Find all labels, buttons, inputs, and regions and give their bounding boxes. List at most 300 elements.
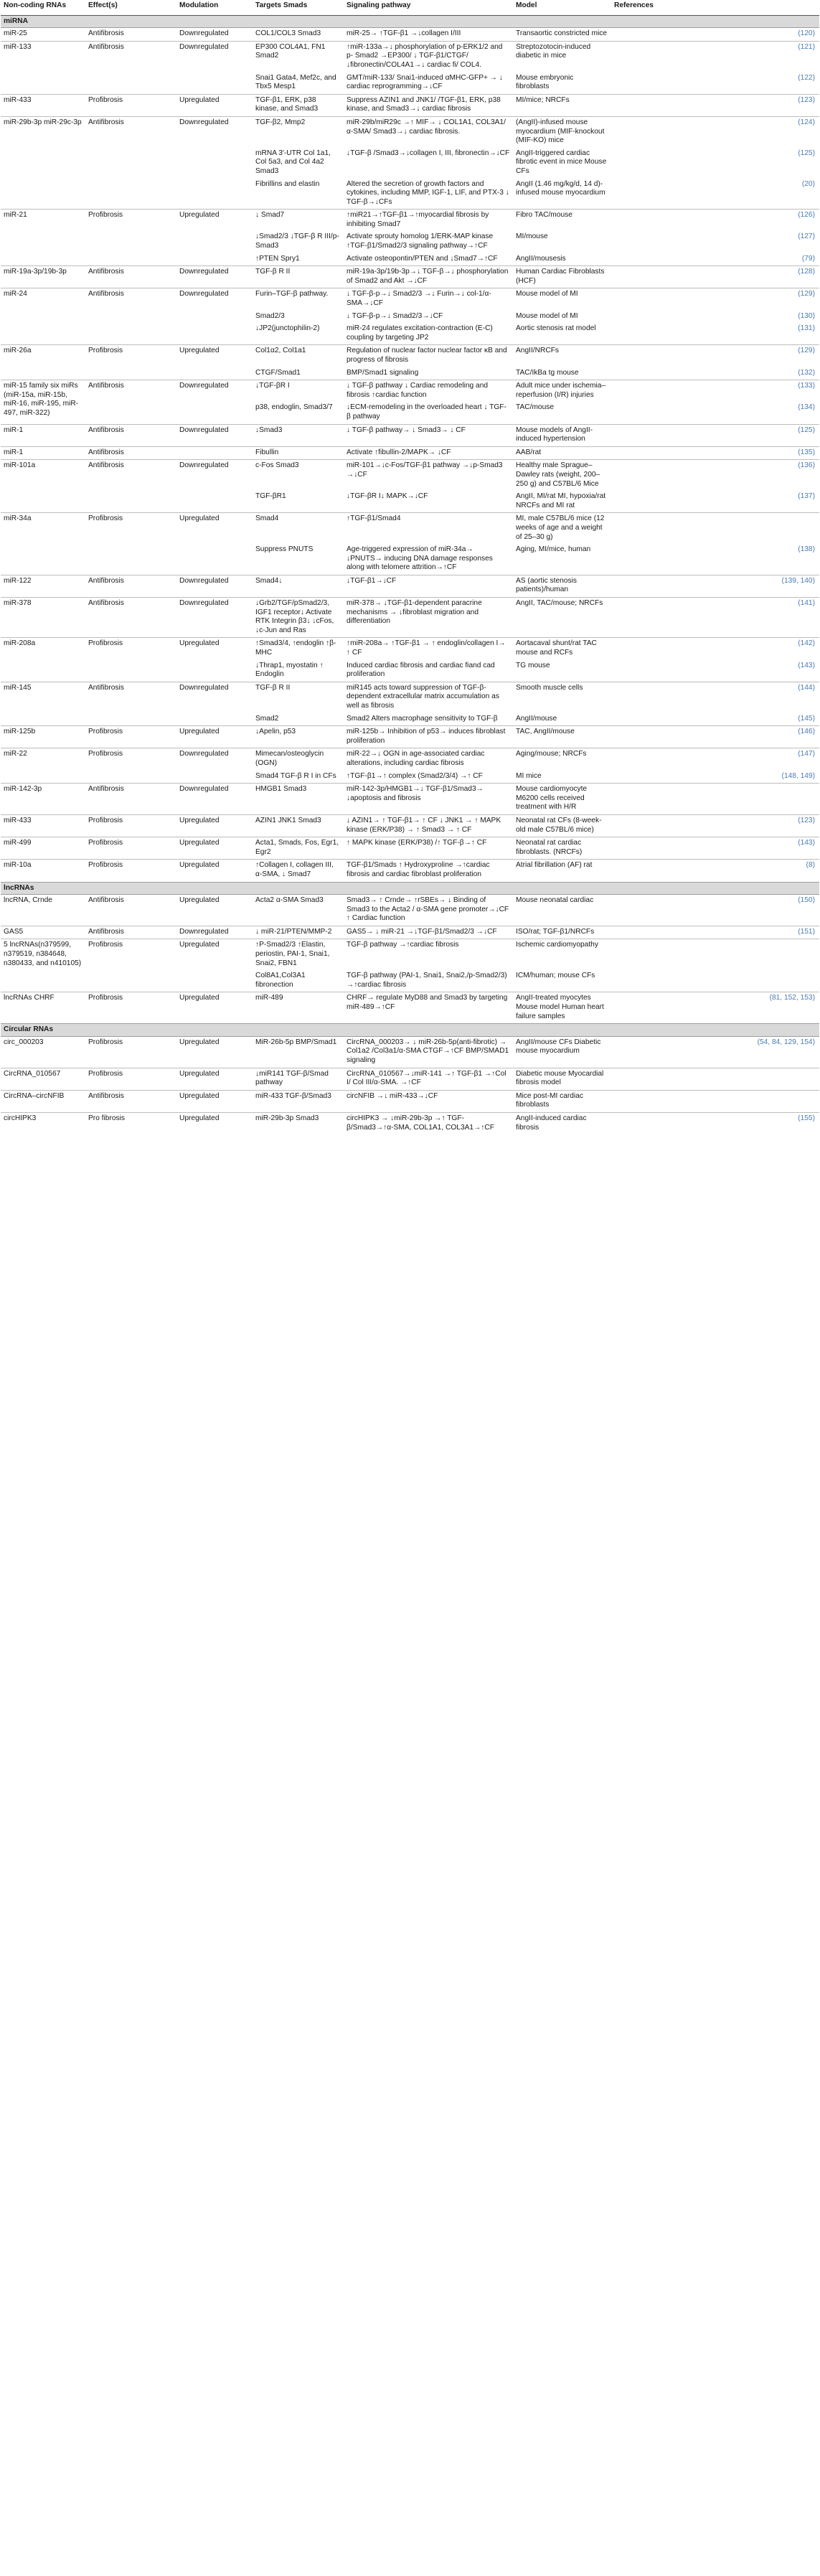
pathway-cell: ↑TGF-β1→↑ complex (Smad2/3/4) →↑ CF bbox=[347, 771, 483, 780]
references-cell: (135) bbox=[611, 446, 819, 460]
effect-cell: Profibrosis bbox=[85, 1036, 176, 1068]
references-cell: (129) bbox=[611, 288, 819, 311]
targets-cell: ↑Collagen I, collagen III, α-SMA, ↓ Smad7 bbox=[253, 860, 344, 882]
ncrna-table bbox=[1, 0, 819, 1134]
modulation-cell: Upregulated bbox=[176, 345, 253, 380]
table-row bbox=[1, 210, 819, 232]
modulation-cell: Upregulated bbox=[176, 837, 253, 860]
model-cell: TG mouse bbox=[516, 661, 550, 669]
model-cell: Aortic stenosis rat model bbox=[516, 324, 596, 333]
ncrna-cell: miR-133 bbox=[1, 41, 85, 94]
ncrna-cell: CircRNA_010567 bbox=[1, 1068, 85, 1090]
effect-cell: Antifibrosis bbox=[85, 28, 176, 42]
pathway-cell: ↓TGF-βR I↓ MAPK→↓CF bbox=[347, 492, 428, 501]
model-cell: AngII-triggered cardiac fibrotic event in mice Mouse CFs bbox=[516, 149, 607, 175]
modulation-cell: Downregulated bbox=[176, 41, 253, 94]
modulation-cell: Upregulated bbox=[176, 814, 253, 837]
model-cell: Neonatal rat CFs (8-week-old male C57BL/6 mice) bbox=[513, 814, 611, 837]
references-cell: (123) bbox=[611, 94, 819, 116]
pathway-cell: circNFIB →↓ miR-433→↓CF bbox=[344, 1090, 513, 1112]
ncrna-cell: 5 lncRNAs(n379599, n379519, n384648, n380433, and n410105) bbox=[1, 939, 85, 992]
table-row bbox=[1, 94, 819, 116]
effect-cell: Antifibrosis bbox=[85, 682, 176, 725]
ncrna-cell: miR-145 bbox=[1, 682, 85, 725]
modulation-cell: Upregulated bbox=[176, 992, 253, 1024]
references-cell: (137) bbox=[798, 492, 815, 501]
pathway-cell: ↑miR-208a→ ↑TGF-β1 → ↑ endoglin/collagen I→ ↑ CF bbox=[344, 638, 513, 660]
pathway-cell: ↑TGF-β1/Smad4 bbox=[344, 513, 513, 544]
pathway-cell: miR-142-3p/HMGB1→↓ TGF-β1/Smad3→ ↓apoptosis and fibrosis bbox=[344, 784, 513, 815]
model-cell: Diabetic mouse Myocardial fibrosis model bbox=[513, 1068, 611, 1090]
effect-cell: Antifibrosis bbox=[85, 460, 176, 513]
modulation-cell: Upregulated bbox=[176, 1036, 253, 1068]
model-cell: AngII (1.46 mg/kg/d, 14 d)-infused mouse myocardium bbox=[516, 179, 605, 197]
table-row bbox=[1, 682, 819, 713]
targets-cell: ↓ miR-21/PTEN/MMP-2 bbox=[253, 926, 344, 939]
targets-cell: ↓JP2(junctophilin-2) bbox=[255, 324, 320, 333]
effect-cell: Profibrosis bbox=[85, 726, 176, 748]
model-cell: MI/mice; NRCFs bbox=[513, 94, 611, 116]
effect-cell: Profibrosis bbox=[85, 345, 176, 380]
effect-cell: Profibrosis bbox=[85, 94, 176, 116]
references-cell: (81, 152, 153) bbox=[611, 992, 819, 1024]
effect-cell: Profibrosis bbox=[85, 992, 176, 1024]
targets-cell: Smad2/3 bbox=[255, 311, 285, 320]
effect-cell: Antifibrosis bbox=[85, 41, 176, 94]
pathway-cell: miR-125b→ Inhibition of p53→ induces fibroblast proliferation bbox=[344, 726, 513, 748]
ncrna-cell: circ_000203 bbox=[1, 1036, 85, 1068]
table-row bbox=[1, 1090, 819, 1112]
ncrna-cell: GAS5 bbox=[1, 926, 85, 939]
table-row bbox=[1, 41, 819, 72]
targets-cell: ↑PTEN Spry1 bbox=[255, 254, 300, 263]
table-row bbox=[1, 748, 819, 771]
pathway-cell: Activate osteopontin/PTEN and ↓Smad7→↑CF bbox=[347, 254, 498, 263]
ncrna-cell: miR-1 bbox=[1, 446, 85, 460]
section-header-row bbox=[1, 1024, 819, 1037]
modulation-cell: Upregulated bbox=[176, 939, 253, 992]
effect-cell: Antifibrosis bbox=[85, 598, 176, 638]
section-header-row bbox=[1, 882, 819, 895]
references-cell: (125) bbox=[798, 149, 815, 157]
references-cell: (139, 140) bbox=[611, 575, 819, 597]
modulation-cell: Upregulated bbox=[176, 513, 253, 575]
pathway-cell: miR-29b/miR29c →↑ MIF→ ↓ COL1A1, COL3A1/α-SMA/ Smad3→↓ cardiac fibrosis. bbox=[344, 116, 513, 147]
references-cell: (147) bbox=[611, 748, 819, 771]
references-cell: (151) bbox=[611, 926, 819, 939]
references-cell bbox=[611, 1090, 819, 1112]
model-cell: MI/mouse bbox=[516, 232, 548, 241]
pathway-cell: CircRNA_000203→ ↓ miR-26b-5p(anti-fibrotic) → Col1a2 /Col3a1/α-SMA CTGF→↑CF BMP/SMAD1 signaling bbox=[344, 1036, 513, 1068]
pathway-cell: ↓ AZIN1→ ↑ TGF-β1→ ↑ CF ↓ JNK1 → ↑ MAPK kinase (ERK/P38) → ↑ Smad3 → ↑ CF bbox=[344, 814, 513, 837]
references-cell: (121) bbox=[611, 41, 819, 72]
ncrna-cell: miR-208a bbox=[1, 638, 85, 682]
table-row bbox=[1, 380, 819, 403]
ncrna-cell: miR-125b bbox=[1, 726, 85, 748]
targets-cell: Mimecan/osteoglycin (OGN) bbox=[253, 748, 344, 771]
model-cell: AngII/mouse bbox=[516, 714, 557, 723]
table-row bbox=[1, 266, 819, 288]
effect-cell: Profibrosis bbox=[85, 1068, 176, 1090]
ncrna-cell: miR-101a bbox=[1, 460, 85, 513]
references-cell: (155) bbox=[611, 1112, 819, 1134]
pathway-cell: Smad2 Alters macrophage sensitivity to TGF-β bbox=[347, 714, 498, 723]
modulation-cell: Downregulated bbox=[176, 266, 253, 288]
modulation-cell: Downregulated bbox=[176, 682, 253, 725]
ncrna-cell: miR-122 bbox=[1, 575, 85, 597]
references-cell: (134) bbox=[798, 403, 815, 412]
targets-cell: c-Fos Smad3 bbox=[253, 460, 344, 491]
model-cell: AngII, MI/rat MI, hypoxia/rat NRCFs and MI rat bbox=[516, 492, 606, 509]
ncrna-cell: miR-24 bbox=[1, 288, 85, 345]
ncrna-cell: miR-19a-3p/19b-3p bbox=[1, 266, 85, 288]
targets-cell: TGF-β R II bbox=[253, 682, 344, 713]
model-cell: AAB/rat bbox=[513, 446, 611, 460]
targets-cell: ↓Smad3 bbox=[253, 424, 344, 446]
table-row bbox=[1, 895, 819, 926]
pathway-cell: miR145 acts toward suppression of TGF-β-dependent extracellular matrix accumulation as well as fibrosis bbox=[344, 682, 513, 713]
ncrna-cell: lncRNAs CHRF bbox=[1, 992, 85, 1024]
references-cell bbox=[611, 513, 819, 544]
modulation-cell: Upregulated bbox=[176, 1068, 253, 1090]
modulation-cell: Upregulated bbox=[176, 1090, 253, 1112]
effect-cell: Profibrosis bbox=[85, 513, 176, 575]
effect-cell: Antifibrosis bbox=[85, 784, 176, 815]
model-cell: Mouse cardiomyocyte M6200 cells received treatment with H/R bbox=[513, 784, 611, 815]
table-row bbox=[1, 345, 819, 367]
ncrna-cell: lncRNA, Crnde bbox=[1, 895, 85, 926]
references-cell: (148, 149) bbox=[781, 771, 815, 780]
references-cell bbox=[611, 939, 819, 970]
effect-cell: Antifibrosis bbox=[85, 895, 176, 926]
table-row bbox=[1, 638, 819, 660]
effect-cell: Profibrosis bbox=[85, 939, 176, 992]
pathway-cell: Activate sprouty homolog 1/ERK-MAP kinase ↑TGF-β1/Smad2/3 signaling pathway→↑CF bbox=[347, 232, 494, 250]
modulation-cell: Upregulated bbox=[176, 638, 253, 682]
effect-cell: Antifibrosis bbox=[85, 575, 176, 597]
pathway-cell: Smad3→ ↑ Crnde→ ↑rSBEs→ ↓ Binding of Smad3 to the Acta2 / α-SMA gene promoter→↓CF ↑ Cardiac function bbox=[344, 895, 513, 926]
references-cell: (142) bbox=[611, 638, 819, 660]
ncrna-cell: circHIPK3 bbox=[1, 1112, 85, 1134]
header-row bbox=[1, 0, 819, 15]
effect-cell: Pro fibrosis bbox=[85, 1112, 176, 1134]
modulation-cell: Upregulated bbox=[176, 1112, 253, 1134]
table-row bbox=[1, 446, 819, 460]
pathway-cell: Regulation of nuclear factor nuclear factor κB and progress of fibrosis bbox=[344, 345, 513, 367]
model-cell: Aortacaval shunt/rat TAC mouse and RCFs bbox=[513, 638, 611, 660]
model-cell: TAC/IkBa tg mouse bbox=[516, 368, 579, 377]
table-row bbox=[1, 992, 819, 1024]
targets-cell: ↓Smad2/3 ↓TGF-β R III/p-Smad3 bbox=[255, 232, 339, 250]
modulation-cell: Downregulated bbox=[176, 424, 253, 446]
targets-cell: Fibullin bbox=[253, 446, 344, 460]
section-header-row bbox=[1, 15, 819, 28]
ncrna-cell: miR-499 bbox=[1, 837, 85, 860]
targets-cell: TGF-β2, Mmp2 bbox=[253, 116, 344, 147]
effect-cell: Profibrosis bbox=[85, 748, 176, 784]
references-cell: (131) bbox=[798, 324, 815, 333]
targets-cell: EP300 COL4A1, FN1 Smad2 bbox=[253, 41, 344, 72]
references-cell: (146) bbox=[611, 726, 819, 748]
model-cell: Ischemic cardiomyopathy bbox=[513, 939, 611, 970]
targets-cell: ↓TGF-βR I bbox=[253, 380, 344, 403]
references-cell bbox=[611, 970, 819, 992]
modulation-cell: Downregulated bbox=[176, 575, 253, 597]
references-cell bbox=[611, 784, 819, 815]
targets-cell: TGF-β1, ERK, p38 kinase, and Smad3 bbox=[253, 94, 344, 116]
ncrna-cell: miR-378 bbox=[1, 598, 85, 638]
effect-cell: Antifibrosis bbox=[85, 424, 176, 446]
table-row bbox=[1, 726, 819, 748]
model-cell: Human Cardiac Fibroblasts (HCF) bbox=[513, 266, 611, 288]
table-row bbox=[1, 513, 819, 544]
modulation-cell bbox=[176, 446, 253, 460]
header-modulation: Modulation bbox=[176, 0, 253, 15]
references-cell: (126) bbox=[611, 210, 819, 232]
ncrna-cell: miR-142-3p bbox=[1, 784, 85, 815]
effect-cell: Profibrosis bbox=[85, 837, 176, 860]
pathway-cell: Activate ↑fibullin-2/MAPK→ ↓CF bbox=[344, 446, 513, 460]
targets-cell: Smad4 TGF-β R I in CFs bbox=[255, 771, 336, 780]
pathway-cell: ↓ TGF-β pathway→ ↓ Smad3→ ↓ CF bbox=[344, 424, 513, 446]
ncrna-cell: miR-22 bbox=[1, 748, 85, 784]
ncrna-cell: miR-26a bbox=[1, 345, 85, 380]
effect-cell: Antifibrosis bbox=[85, 266, 176, 288]
pathway-cell: TGF-β pathway (PAI-1, Snai1, Snai2,/p-Smad2/3) →↑cardiac fibrosis bbox=[347, 972, 507, 989]
references-cell: (132) bbox=[798, 368, 815, 377]
pathway-cell: CHRF→ regulate MyD88 and Smad3 by targeting miR-489→↑CF bbox=[344, 992, 513, 1024]
model-cell: Adult mice under ischemia–reperfusion (I/R) injuries bbox=[513, 380, 611, 403]
ncrna-cell: CircRNA–circNFIB bbox=[1, 1090, 85, 1112]
targets-cell: Fibrillins and elastin bbox=[255, 179, 320, 188]
references-cell: (122) bbox=[798, 73, 815, 82]
pathway-cell: miR-19a-3p/19b-3p→↓ TGF-β→↓ phosphorylation of Smad2 and Akt →↓CF bbox=[344, 266, 513, 288]
effect-cell: Antifibrosis bbox=[85, 926, 176, 939]
section-title: Circular RNAs bbox=[1, 1024, 819, 1037]
targets-cell: Col1α2, Col1a1 bbox=[253, 345, 344, 367]
model-cell: Neonatal rat cardiac fibroblasts. (NRCFs) bbox=[513, 837, 611, 860]
modulation-cell: Upregulated bbox=[176, 210, 253, 266]
model-cell: AngII/NRCFs bbox=[513, 345, 611, 367]
model-cell: Mouse embryonic fibroblasts bbox=[516, 73, 574, 91]
model-cell: Mouse model of MI bbox=[516, 311, 578, 320]
targets-cell: ↓miR141 TGF-β/Smad pathway bbox=[253, 1068, 344, 1090]
targets-cell: MiR-26b-5p BMP/Smad1 bbox=[253, 1036, 344, 1068]
ncrna-cell: miR-1 bbox=[1, 424, 85, 446]
model-cell: Healthy male Sprague–Dawley rats (weight, 200–250 g) and C57BL/6 Mice bbox=[513, 460, 611, 491]
header-targets: Targets Smads bbox=[253, 0, 344, 15]
references-cell: (145) bbox=[798, 714, 815, 723]
targets-cell: TGF-β R II bbox=[253, 266, 344, 288]
ncrna-cell: miR-15 family six miRs (miR-15a, miR-15b, miR-16, miR-195, miR-497, miR-322) bbox=[1, 380, 85, 424]
modulation-cell: Downregulated bbox=[176, 380, 253, 424]
targets-cell: ↓Apelin, p53 bbox=[253, 726, 344, 748]
references-cell: (129) bbox=[611, 345, 819, 367]
targets-cell: ↑P-Smad2/3 ↑Elastin, periostin, PAI-1, Snai1, Snai2, FBN1 bbox=[253, 939, 344, 970]
references-cell: (136) bbox=[611, 460, 819, 491]
ncrna-cell: miR-433 bbox=[1, 814, 85, 837]
model-cell: Transaortic constricted mice bbox=[513, 28, 611, 42]
references-cell: (20) bbox=[801, 179, 815, 188]
targets-cell: Furin–TGF-β pathway. bbox=[253, 288, 344, 311]
references-cell: (125) bbox=[611, 424, 819, 446]
table-row bbox=[1, 939, 819, 970]
pathway-cell: ↑miR-133a→↓ phosphorylation of p-ERK1/2 and p- Smad2 →EP300/ ↓ TGF-β1/CTGF/↓fibronectin/COL4A1→↓ cardiac fi/ COL4. bbox=[344, 41, 513, 72]
references-cell bbox=[611, 1068, 819, 1090]
table-row bbox=[1, 460, 819, 491]
model-cell: TAC/mouse bbox=[516, 403, 555, 412]
model-cell: Aging/mouse; NRCFs bbox=[513, 748, 611, 771]
model-cell: (AngII)-infused mouse myocardium (MIF-knockout (MIF-KO) mice bbox=[513, 116, 611, 147]
references-cell: (8) bbox=[611, 860, 819, 882]
effect-cell: Profibrosis bbox=[85, 814, 176, 837]
model-cell: Smooth muscle cells bbox=[513, 682, 611, 713]
references-cell: (133) bbox=[611, 380, 819, 403]
references-cell: (128) bbox=[611, 266, 819, 288]
targets-cell: Smad2 bbox=[255, 714, 279, 723]
effect-cell: Profibrosis bbox=[85, 860, 176, 882]
targets-cell: miR-29b-3p Smad3 bbox=[253, 1112, 344, 1134]
targets-cell: Smad4↓ bbox=[253, 575, 344, 597]
targets-cell: AZIN1 JNK1 Smad3 bbox=[253, 814, 344, 837]
model-cell: Atrial fibrillation (AF) rat bbox=[513, 860, 611, 882]
pathway-cell: TGF-β pathway →↑cardiac fibrosis bbox=[344, 939, 513, 970]
references-cell: (124) bbox=[611, 116, 819, 147]
targets-cell: ↓Thrap1, myostatin ↑ Endoglin bbox=[255, 661, 324, 679]
model-cell: AngII, TAC/mouse; NRCFs bbox=[513, 598, 611, 638]
modulation-cell: Downregulated bbox=[176, 926, 253, 939]
pathway-cell: CircRNA_010567→↓miR-141 →↑ TGF-β1 →↑Col I/ Col III/α-SMA. →↑CF bbox=[344, 1068, 513, 1090]
pathway-cell: ↓ECM-remodeling in the overloaded heart ↓ TGF-β pathway bbox=[347, 403, 506, 420]
effect-cell: Antifibrosis bbox=[85, 380, 176, 424]
targets-cell: miR-433 TGF-β/Smad3 bbox=[253, 1090, 344, 1112]
table-row bbox=[1, 926, 819, 939]
references-cell: (127) bbox=[798, 232, 815, 241]
table-row bbox=[1, 288, 819, 311]
targets-cell: Smad4 bbox=[253, 513, 344, 544]
model-cell: AngII/mousesis bbox=[516, 254, 566, 263]
effect-cell: Antifibrosis bbox=[85, 1090, 176, 1112]
pathway-cell: ↓TGF-β /Smad3→↓collagen I, III, fibronectin→↓CF bbox=[347, 149, 510, 157]
model-cell: AS (aortic stenosis patients)/human bbox=[513, 575, 611, 597]
pathway-cell: ↓ TGF-β-p→↓ Smad2/3 →↓ Furin→↓ col-1/α-SMA→↓CF bbox=[344, 288, 513, 311]
ncrna-cell: miR-433 bbox=[1, 94, 85, 116]
table-row bbox=[1, 860, 819, 882]
model-cell: Mouse neonatal cardiac bbox=[513, 895, 611, 926]
targets-cell: ↑Smad3/4, ↑endoglin ↑β-MHC bbox=[253, 638, 344, 660]
pathway-cell: miR-22→↓ OGN in age-associated cardiac alterations, including cardiac fibrosis bbox=[344, 748, 513, 771]
model-cell: MI, male C57BL/6 mice (12 weeks of age and a weight of 25–30 g) bbox=[513, 513, 611, 544]
pathway-cell: Suppress AZIN1 and JNK1/ /TGF-β1, ERK, p38 kinase, and Smad3→↓ cardiac fibrosis bbox=[344, 94, 513, 116]
references-cell: (138) bbox=[798, 545, 815, 554]
table-row bbox=[1, 424, 819, 446]
pathway-cell: Age-triggered expression of miR-34a→ ↓PNUTS→ inducing DNA damage responses along with telomere attrition→↑CF bbox=[347, 545, 493, 572]
targets-cell: mRNA 3′-UTR Col 1a1, Col 5a3, and Col 4a2 Smad3 bbox=[255, 149, 331, 175]
table-row bbox=[1, 1112, 819, 1134]
table-row bbox=[1, 784, 819, 815]
model-cell: ICM/human; mouse CFs bbox=[516, 972, 595, 980]
modulation-cell: Upregulated bbox=[176, 726, 253, 748]
model-cell: AngII-treated myocytes Mouse model Human heart failure samples bbox=[513, 992, 611, 1024]
pathway-cell: ↑ MAPK kinase (ERK/P38) /↑ TGF-β→↑ CF bbox=[344, 837, 513, 860]
targets-cell: Suppress PNUTS bbox=[255, 545, 314, 554]
modulation-cell: Downregulated bbox=[176, 598, 253, 638]
pathway-cell: miR-101→↓c-Fos/TGF-β1 pathway →↓p-Smad3 →↓CF bbox=[344, 460, 513, 491]
effect-cell: Antifibrosis bbox=[85, 288, 176, 345]
model-cell: Mice post-MI cardiac fibroblasts bbox=[513, 1090, 611, 1112]
references-cell: (141) bbox=[611, 598, 819, 638]
references-cell: (130) bbox=[798, 311, 815, 320]
references-cell: (150) bbox=[611, 895, 819, 926]
ncrna-cell: miR-34a bbox=[1, 513, 85, 575]
targets-cell: ↓Grb2/TGF/pSmad2/3, IGF1 receptor↓ Activate RTK Integrin β3↓ ↓cFos, ↓c-Jun and Ras bbox=[253, 598, 344, 638]
table-row bbox=[1, 837, 819, 860]
targets-cell: COL1/COL3 Smad3 bbox=[253, 28, 344, 42]
table-row bbox=[1, 1036, 819, 1068]
model-cell: AngII-induced cardiac fibrosis bbox=[513, 1112, 611, 1134]
pathway-cell: ↓ TGF-β-p→↓ Smad2/3→↓CF bbox=[347, 311, 443, 320]
targets-cell: p38, endoglin, Smad3/7 bbox=[255, 403, 333, 412]
pathway-cell: GMT/miR-133/ Snai1-induced αMHC-GFP+ → ↓ cardiac reprogramming→↓CF bbox=[347, 73, 503, 91]
targets-cell: Snai1 Gata4, Mef2c, and Tbx5 Mesp1 bbox=[255, 73, 336, 91]
targets-cell: HMGB1 Smad3 bbox=[253, 784, 344, 815]
effect-cell: Antifibrosis bbox=[85, 116, 176, 209]
modulation-cell: Downregulated bbox=[176, 288, 253, 345]
pathway-cell: GAS5→ ↓ miR-21 →↓TGF-β1/Smad2/3 →↓CF bbox=[344, 926, 513, 939]
pathway-cell: Altered the secretion of growth factors and cytokines, including MMP, IGF-1, LIF, and PTX-3 ↓ TGF-β→↓CFs bbox=[347, 179, 509, 206]
targets-cell: ↓ Smad7 bbox=[253, 210, 344, 232]
header-model: Model bbox=[513, 0, 611, 15]
targets-cell: Col8A1,Col3A1 fibronection bbox=[255, 972, 306, 989]
references-cell: (54, 84, 129, 154) bbox=[611, 1036, 819, 1068]
targets-cell: Acta2 α-SMA Smad3 bbox=[253, 895, 344, 926]
modulation-cell: Upregulated bbox=[176, 94, 253, 116]
model-cell: ISO/rat; TGF-β1/NRCFs bbox=[513, 926, 611, 939]
effect-cell: Profibrosis bbox=[85, 210, 176, 266]
effect-cell: Profibrosis bbox=[85, 638, 176, 682]
header-ncrna: Non-coding RNAs bbox=[1, 0, 85, 15]
pathway-cell: ↑miR21→↑TGF-β1→↑myocardial fibrosis by inhibiting Smad7 bbox=[344, 210, 513, 232]
ncrna-cell: miR-21 bbox=[1, 210, 85, 266]
pathway-cell: BMP/Smad1 signaling bbox=[347, 368, 419, 377]
references-cell: (144) bbox=[611, 682, 819, 713]
model-cell: Mouse model of MI bbox=[513, 288, 611, 311]
references-cell: (79) bbox=[801, 254, 815, 263]
header-references: References bbox=[611, 0, 819, 15]
references-cell: (143) bbox=[611, 837, 819, 860]
ncrna-cell: miR-10a bbox=[1, 860, 85, 882]
modulation-cell: Downregulated bbox=[176, 116, 253, 209]
header-pathway: Signaling pathway bbox=[344, 0, 513, 15]
targets-cell: Acta1, Smads, Fos, Egr1, Egr2 bbox=[253, 837, 344, 860]
targets-cell: miR-489 bbox=[253, 992, 344, 1024]
model-cell: Mouse models of AngII-induced hypertension bbox=[513, 424, 611, 446]
table-row bbox=[1, 1068, 819, 1090]
model-cell: Fibro TAC/mouse bbox=[513, 210, 611, 232]
pathway-cell: miR-24 regulates excitation-contraction (E-C) coupling by targeting JP2 bbox=[347, 324, 493, 342]
section-title: miRNA bbox=[1, 15, 819, 28]
model-cell: Streptozotocin-induced diabetic in mice bbox=[513, 41, 611, 72]
pathway-cell: TGF-β1/Smads ↑ Hydroxyproline →↑cardiac fibrosis and cardiac fibroblast proliferation bbox=[344, 860, 513, 882]
table-row bbox=[1, 116, 819, 147]
table-row bbox=[1, 814, 819, 837]
model-cell: TAC, AngII/mouse bbox=[513, 726, 611, 748]
modulation-cell: Downregulated bbox=[176, 784, 253, 815]
table-row bbox=[1, 598, 819, 638]
modulation-cell: Upregulated bbox=[176, 860, 253, 882]
pathway-cell: circHIPK3 → ↓miR-29b-3p →↑ TGF-β/Smad3→↑α-SMA, COL1A1, COL3A1→↑CF bbox=[344, 1112, 513, 1134]
pathway-cell: ↓ TGF-β pathway ↓ Cardiac remodeling and fibrosis ↑cardiac function bbox=[344, 380, 513, 403]
